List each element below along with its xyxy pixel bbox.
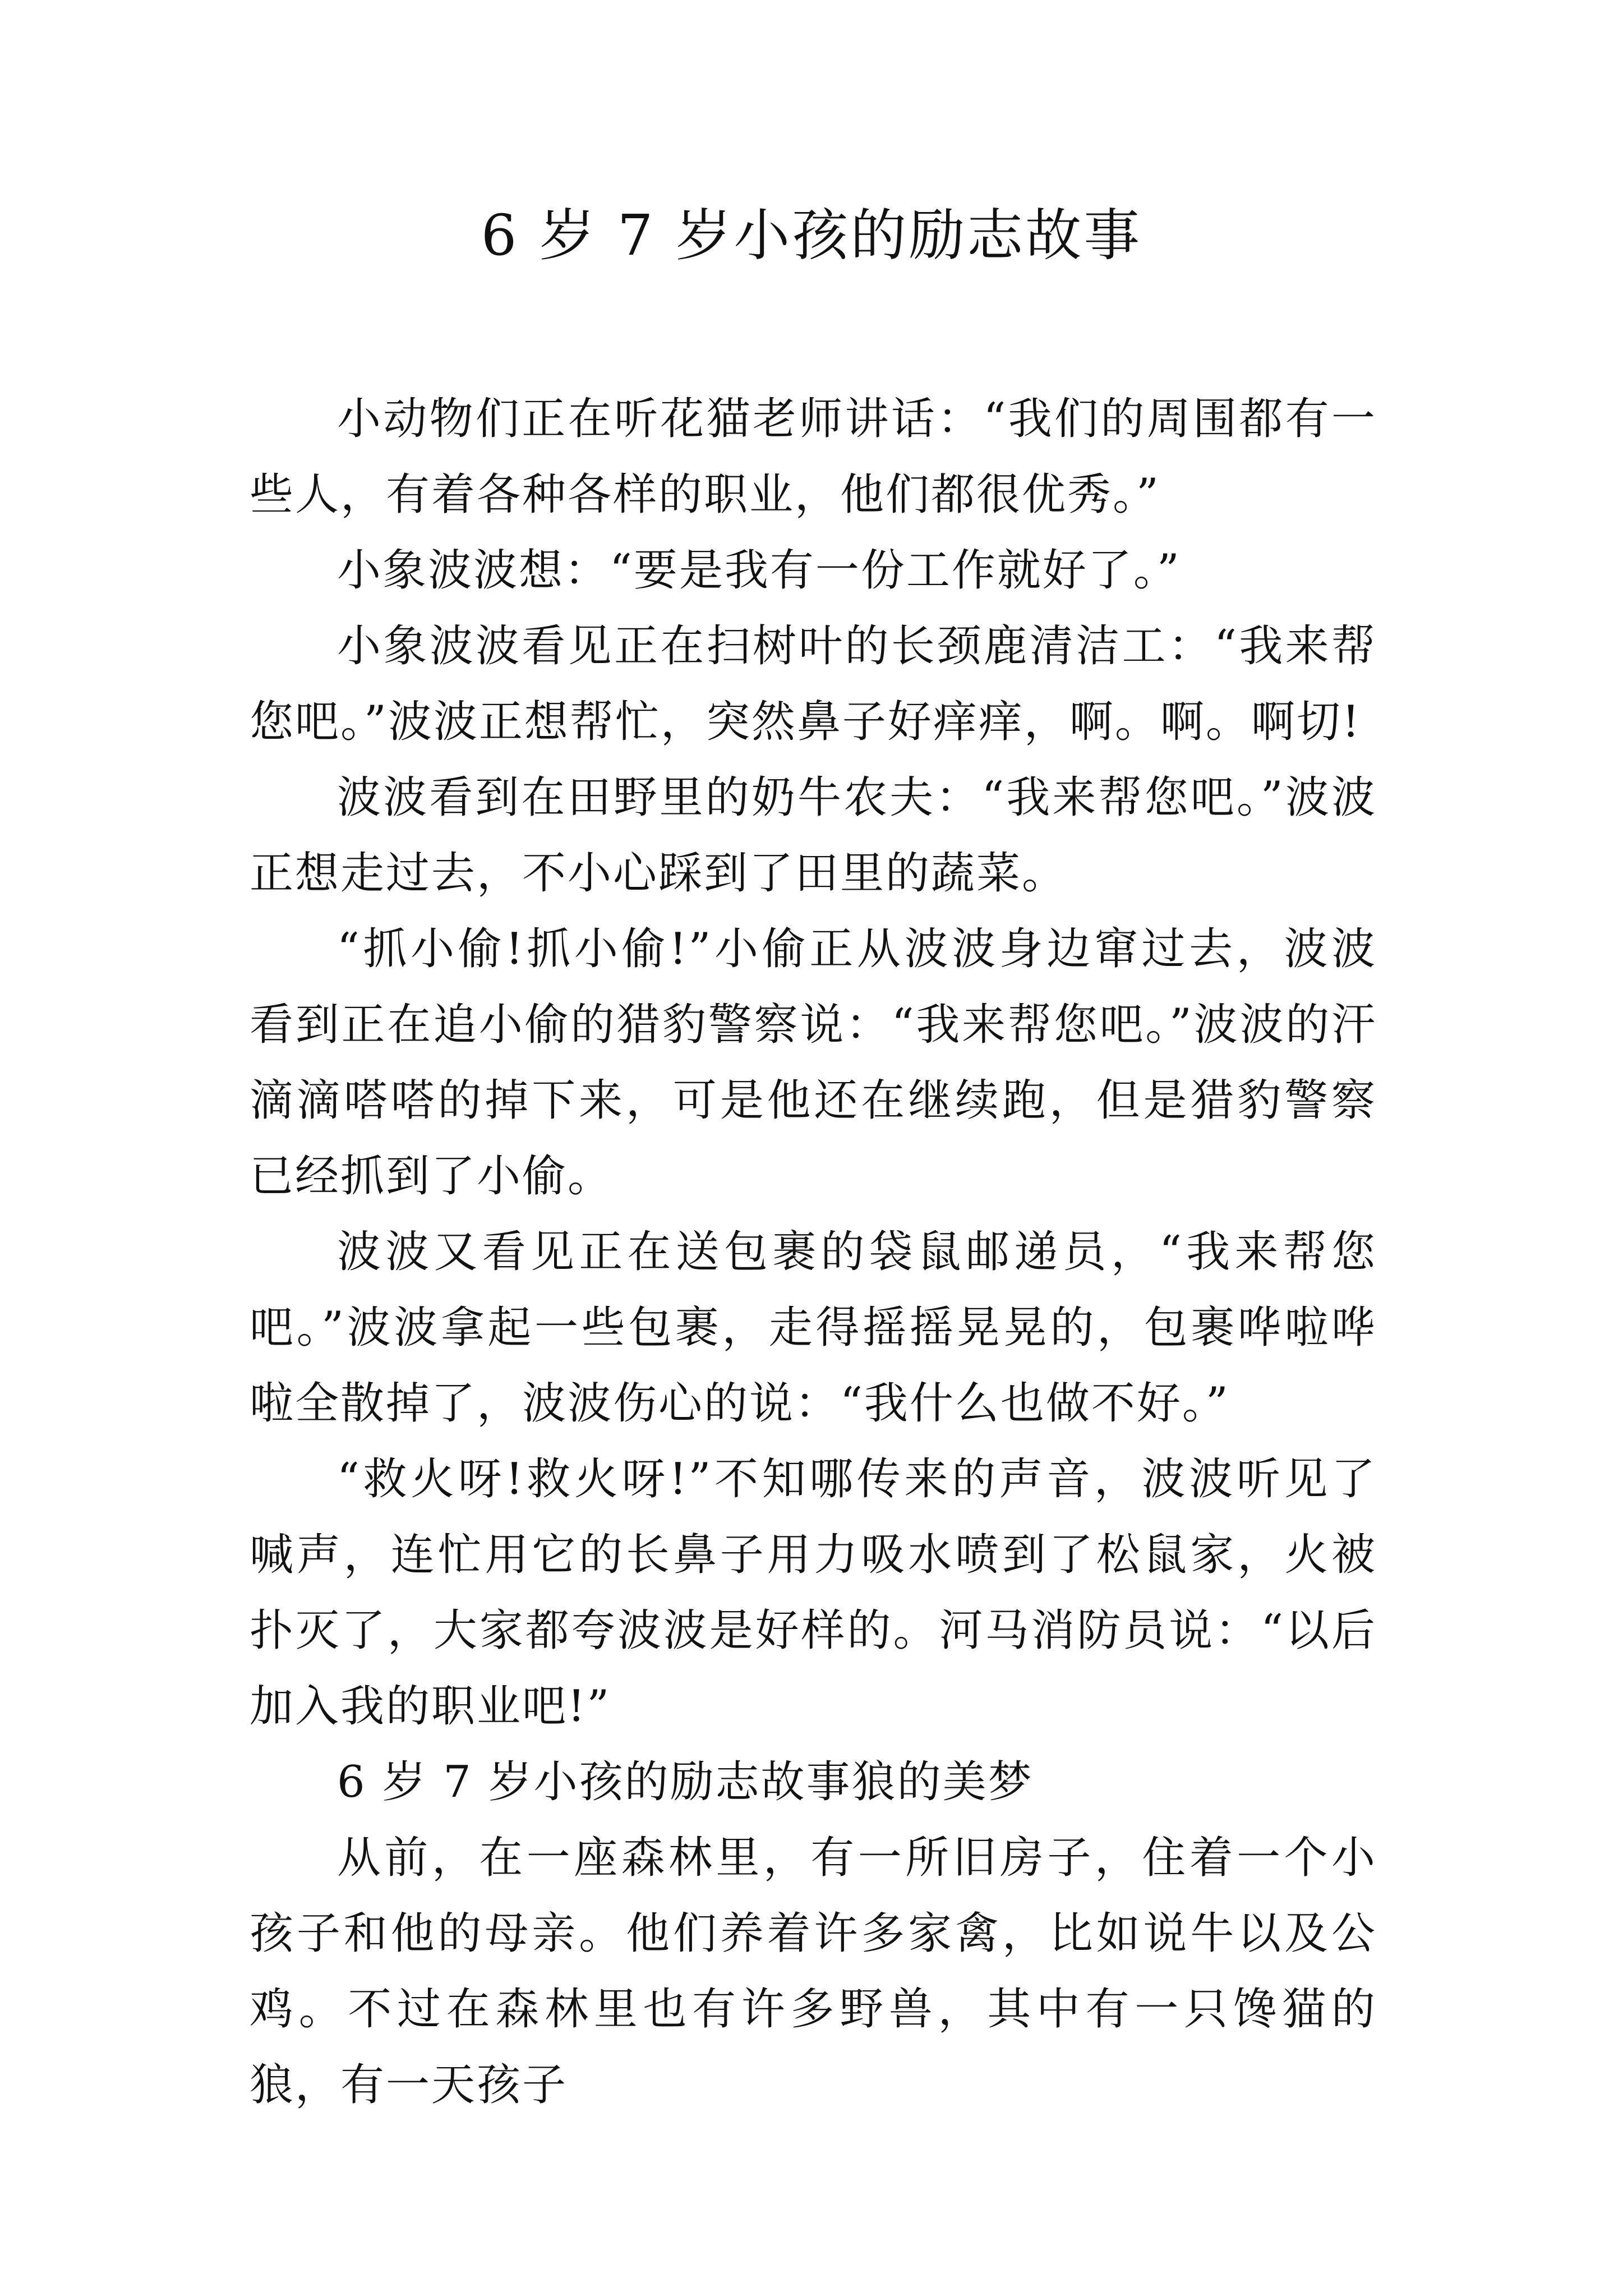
paragraph: 波波看到在田野里的奶牛农夫：“我来帮您吧。”波波正想走过去，不小心踩到了田里的蔬菜。 (250, 772, 1377, 899)
paragraph: “救火呀!救火呀!”不知哪传来的声音，波波听见了喊声，连忙用它的长鼻子用力吸水喷到了松鼠家，火被扑灭了，大家都夸波波是好样的。河马消防员说：“以后加入我的职业吧!” (250, 1454, 1377, 1732)
paragraph: 小动物们正在听花猫老师讲话：“我们的周围都有一些人，有着各种各样的职业，他们都很优秀。” (250, 394, 1377, 520)
paragraph: “抓小偷!抓小偷!”小偷正从波波身边窜过去，波波看到正在追小偷的猎豹警察说：“我来帮您吧。”波波的汗滴滴嗒嗒的掉下来，可是他还在继续跑，但是猎豹警察已经抓到了小偷。 (250, 924, 1377, 1202)
paragraph: 小象波波看见正在扫树叶的长颈鹿清洁工：“我来帮您吧。”波波正想帮忙，突然鼻子好痒痒，啊。啊。啊切! (250, 621, 1377, 747)
document-body (250, 381, 1377, 2123)
paragraph: 波波又看见正在送包裹的袋鼠邮递员，“我来帮您吧。”波波拿起一些包裹，走得摇摇晃晃的，包裹哗啦哗啦全散掉了，波波伤心的说：“我什么也做不好。” (250, 1227, 1377, 1429)
paragraph: 小象波波想：“要是我有一份工作就好了。” (337, 545, 1181, 596)
section-heading: 6 岁 7 岁小孩的励志故事狼的美梦 (337, 1757, 1034, 1807)
document-title: 6 岁 7 岁小孩的励志故事 (481, 203, 1142, 268)
paragraph: 从前，在一座森林里，有一所旧房子，住着一个小孩子和他的母亲。他们养着许多家禽，比如说牛以及公鸡。不过在森林里也有许多野兽，其中有一只馋猫的狼，有一天孩子 (250, 1833, 1377, 2110)
